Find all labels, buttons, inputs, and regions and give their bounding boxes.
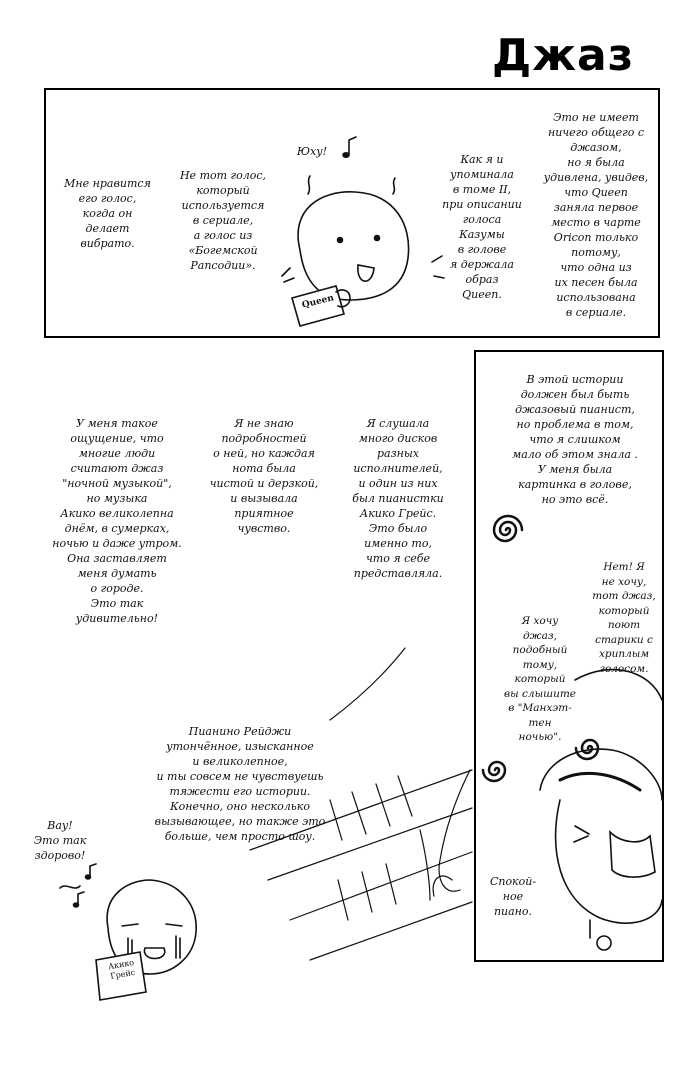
card-label-akiko: Акико Грейс	[107, 957, 136, 982]
bottom-text-reiji-piano: Пианино Рейджи утончённое, изысканное и великолепное, и ты совсем не чувствуешь тяжести его истории. Конечно, оно несколько вызывающее, но также это больше, чем просто шоу.	[154, 725, 326, 843]
headphones-character	[540, 749, 662, 950]
top-character	[282, 137, 444, 300]
card-label-queen: Queen	[301, 293, 335, 311]
swirl-decorations	[483, 516, 598, 781]
right-text-manhattan: Я хочу джаз, подобный тому, который вы слышите в "Манхэт- тен ночью".	[504, 615, 576, 743]
top-text-vibrato: Мне нравится его голос, когда он делает вибрато.	[64, 177, 151, 250]
middle-text-notes: Я не знаю подробностей о ней, но каждая нота была чистой и дерзкой, и вызывала приятное чувство.	[209, 417, 319, 535]
crying-character	[60, 864, 196, 1000]
right-text-no: Нет! Я не хочу, тот джаз, который поют старики с хриплым голосом.	[592, 561, 656, 675]
top-text-volume-two: Как я и упоминала в томе II, при описании голоса Казумы в голове я держала образ Queen.	[442, 153, 522, 301]
middle-text-night-music: У меня такое ощущение, что многие люди считают джаз "ночной музыкой", но музыка Акико великолепна днём, в сумерках, ночью и даже утром. Она заставляет меня думать о городе. Это так удивительно!	[52, 417, 182, 625]
right-text-calm-piano: Спокой- ное пиано.	[489, 875, 537, 918]
figure-outline	[575, 670, 662, 700]
top-text-bohemian: Не тот голос, который используется в сериале, а голос из «Богемской Рапсодии».	[179, 169, 267, 272]
right-text-pianist: В этой истории должен был быть джазовый пианист, но проблема в том, что я слишком мало об этом знала . У меня была картинка в голове, но это всё.	[512, 373, 638, 506]
piano-hand-sketch	[250, 648, 472, 960]
page-title: Джаз	[492, 30, 635, 81]
character-exclaim: Юху!	[296, 145, 328, 158]
top-text-oricon: Это не имеет ничего общего с джазом, но я была удивлена, увидев, что Queen заняла первое место в чарте Oricon только потому, что одна из их песен была использована в сериале.	[543, 111, 649, 319]
middle-text-discs: Я слушала много дисков разных исполнителей, и один из них был пианистки Акико Грейс. Это было именно то, что я себе представляла.	[352, 417, 444, 580]
bottom-text-wow: Вау! Это так здорово!	[33, 819, 87, 862]
